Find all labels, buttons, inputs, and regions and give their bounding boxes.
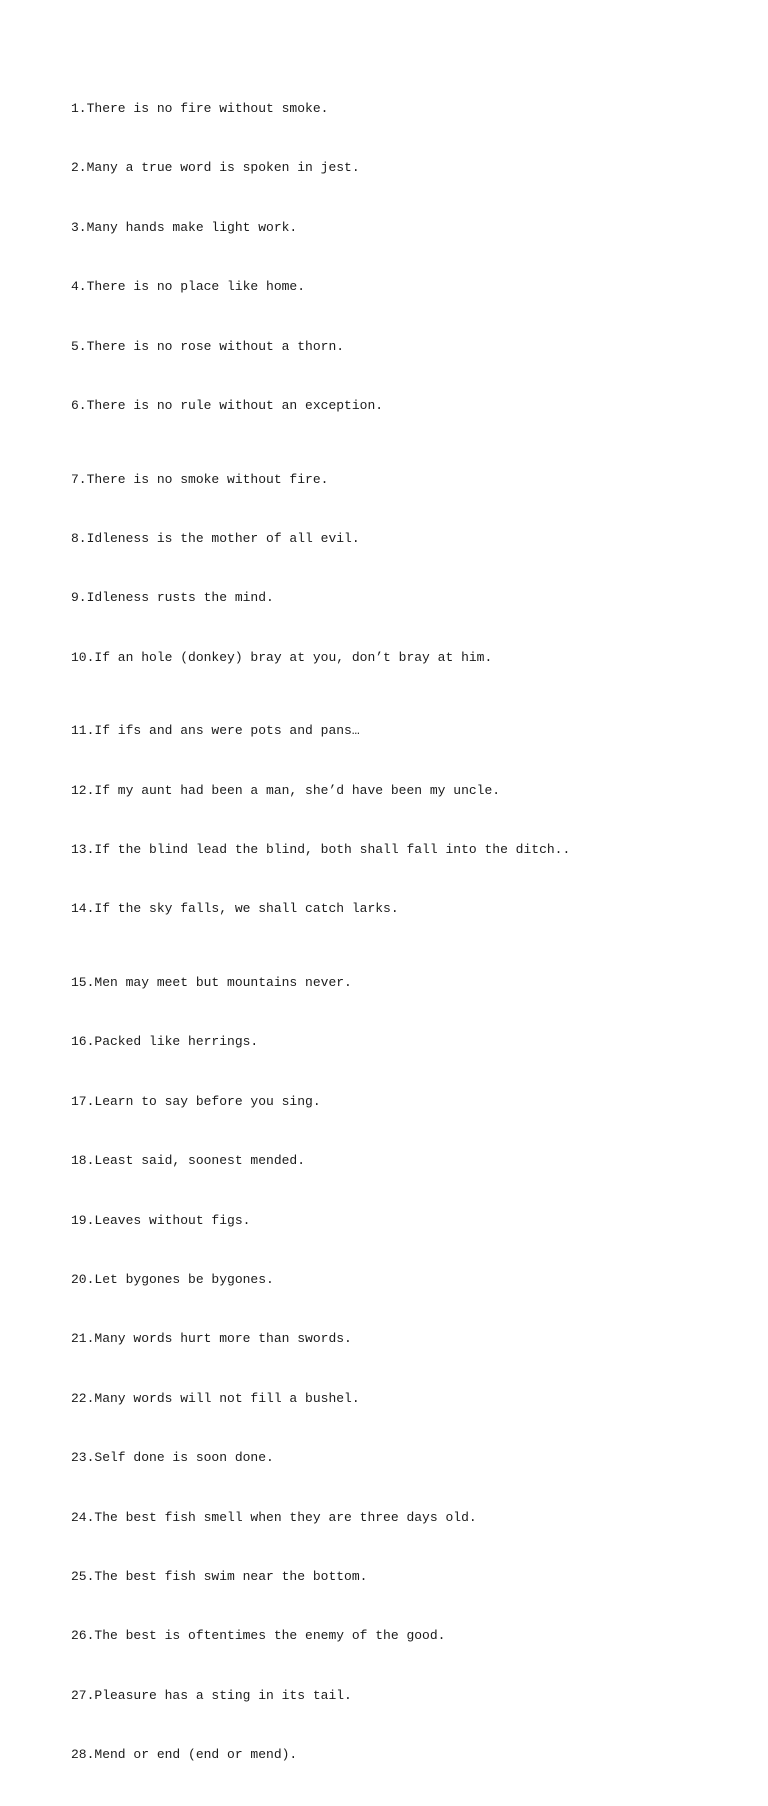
list-item: 14.If the sky falls, we shall catch larks. [71,901,399,917]
list-item: 9.Idleness rusts the mind. [71,590,274,606]
list-item: 23.Self done is soon done. [71,1450,274,1466]
list-item: 3.Many hands make light work. [71,219,298,235]
list-item: 12.If my aunt had been a man, she’d have been my uncle. [71,782,501,798]
list-item: 16.Packed like herrings. [71,1034,259,1050]
list-item: 8.Idleness is the mother of all evil. [71,530,360,546]
proverb-list [71,70,570,1806]
list-item: 28.Mend or end (end or mend). [71,1747,298,1763]
list-item: 17.Learn to say before you sing. [71,1093,321,1109]
list-item: 6.There is no rule without an exception. [71,397,384,413]
list-item: 2.Many a true word is spoken in jest. [71,160,360,176]
list-item: 24.The best fish smell when they are three days old. [71,1509,477,1525]
list-item: 15.Men may meet but mountains never. [71,975,352,991]
list-item: 4.There is no place like home. [71,279,306,295]
list-item: 19.Leaves without figs. [71,1212,251,1228]
list-item: 18.Least said, soonest mended. [71,1153,306,1169]
list-item: 13.If the blind lead the blind, both shall fall into the ditch.. [71,842,571,858]
list-item: 10.If an hole (donkey) bray at you, don’t bray at him. [71,649,493,665]
list-item: 7.There is no smoke without fire. [71,471,329,487]
list-item: 1.There is no fire without smoke. [71,101,329,116]
list-item: 5.There is no rose without a thorn. [71,338,345,354]
list-item: 11.If ifs and ans were pots and pans… [71,723,360,739]
list-item: 27.Pleasure has a sting in its tail. [71,1687,352,1703]
list-item: 21.Many words hurt more than swords. [71,1331,352,1347]
list-item: 20.Let bygones be bygones. [71,1272,274,1288]
list-item: 25.The best fish swim near the bottom. [71,1568,368,1584]
list-item: 26.The best is oftentimes the enemy of the good. [71,1628,446,1644]
list-item: 22.Many words will not fill a bushel. [71,1390,360,1406]
